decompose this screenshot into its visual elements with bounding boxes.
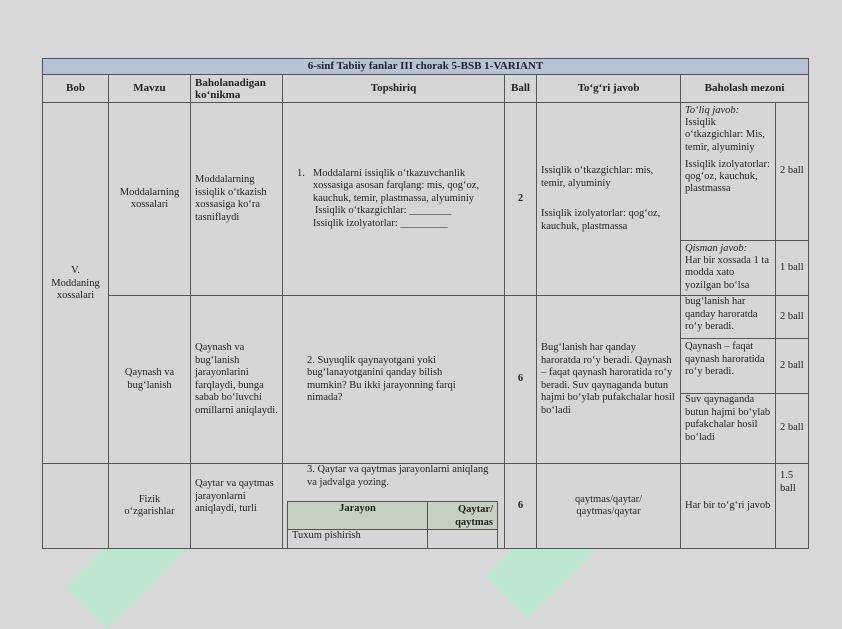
ball-cell xyxy=(504,102,537,296)
inner-cell: Tuxum pishirish xyxy=(287,529,428,549)
inner-cell xyxy=(427,529,498,549)
header-ball: Ball xyxy=(504,74,537,103)
answer-cell xyxy=(536,102,681,296)
task-cell xyxy=(282,295,505,464)
criteria-points xyxy=(775,393,809,464)
criteria-cell: Suv qaynaganda butun hajmi bo‘ylab pufakchalar hosil bo‘ladi xyxy=(680,393,776,464)
task-blank-2: Issiqlik izolyatorlar: _________ xyxy=(312,217,448,229)
task-text: 2. Suyuqlik qaynayotgani yoki bug‘lanayotganini qanday bilish mumkin? Bu ikki jarayonning farqi nimada? xyxy=(307,354,456,403)
criteria-text: Har bir to‘g‘ri javob xyxy=(685,499,771,511)
header-mezon: Baholash mezoni xyxy=(680,74,809,103)
mavzu-cell xyxy=(108,102,191,296)
points-text: 2 ball xyxy=(780,359,804,371)
points-text: 1 ball xyxy=(780,261,804,273)
ball-value: 6 xyxy=(517,499,524,511)
criteria-points xyxy=(775,295,809,339)
ball-cell xyxy=(504,295,537,464)
criteria-text: Har bir xossada 1 ta modda xato yozilgan bo‘lsa xyxy=(685,255,769,291)
criteria-text: Issiqlik izolyatorlar: qog‘oz, kauchuk, plastmassa xyxy=(685,158,770,195)
points-text: 2 ball xyxy=(780,422,804,434)
header-konikma: Baholanadigan ko‘nikma xyxy=(190,74,283,103)
ball-value: 6 xyxy=(517,373,524,385)
answer-cell xyxy=(536,463,681,549)
criteria-cell xyxy=(680,102,776,241)
criteria-points xyxy=(775,102,809,241)
task-number: 1. xyxy=(297,167,305,179)
points-text: 2 ball xyxy=(780,165,804,177)
criteria-text: Issiqlik o‘tkazgichlar: Mis, temir, alyuminiy xyxy=(685,117,765,153)
ball-value: 2 xyxy=(517,192,524,204)
mavzu-text: Fizik o‘zgarishlar xyxy=(124,493,175,517)
konikma-cell xyxy=(190,295,283,464)
konikma-cell xyxy=(190,102,283,296)
table-title: 6-sinf Tabiiy fanlar III chorak 5-BSB 1-VARIANT xyxy=(42,58,809,75)
inner-header-jarayon: Jarayon xyxy=(287,501,428,530)
header-javob: To‘g‘ri javob xyxy=(536,74,681,103)
criteria-label: To‘liq javob: xyxy=(685,105,740,116)
criteria-cell xyxy=(680,240,776,296)
criteria-cell: Qaynash – faqat qaynash haroratida ro‘y beradi. xyxy=(680,338,776,394)
bob-cell: V. Moddaning xossalari xyxy=(42,102,109,464)
task-blank-1: Issiqlik o‘tkazgichlar: ________ xyxy=(314,205,452,217)
points-text: 2 ball xyxy=(780,310,804,322)
header-mavzu: Mavzu xyxy=(108,74,191,103)
konikma-cell: Qaytar va qaytmas jarayonlarni aniqlaydi, turli xyxy=(190,463,283,549)
header-bob: Bob xyxy=(42,74,109,103)
task-cell xyxy=(282,102,505,296)
answer-text: qaytmas/qaytar/ qaytmas/qaytar xyxy=(574,493,643,517)
criteria-cell xyxy=(680,463,776,549)
ball-cell xyxy=(504,463,537,549)
answer-text-2: Issiqlik izolyatorlar: qog‘oz, kauchuk, plastmassa xyxy=(541,208,661,232)
criteria-points xyxy=(775,240,809,296)
mavzu-cell xyxy=(108,463,191,549)
konikma-text: Qaynash va bug‘lanish jarayonlarini farqlaydi, bunga sabab bo‘luvchi omillarni aniqlaydi. xyxy=(195,342,278,416)
header-topshiriq: Topshiriq xyxy=(282,74,505,103)
criteria-points: 1.5 ball xyxy=(775,463,809,549)
answer-text-1: Issiqlik o‘tkazgichlar: mis, temir, alyuminiy xyxy=(541,165,654,189)
criteria-cell: bug‘lanish har qanday haroratda ro‘y beradi. xyxy=(680,295,776,339)
answer-text: Bug‘lanish har qanday haroratda ro‘y beradi. Qaynash – faqat qaynash haroratida ro‘y beradi. Suv qaynaganda butun hajmi bo‘ylab pufakchalar hosil bo‘ladi xyxy=(541,342,675,416)
inner-header-qaytar: Qaytar/ qaytmas xyxy=(427,501,498,530)
mavzu-text: Qaynash va bug‘lanish xyxy=(124,367,175,391)
criteria-points xyxy=(775,338,809,394)
bob-cell-empty xyxy=(42,463,109,549)
answer-cell xyxy=(536,295,681,464)
mavzu-text: Moddalarning xossalari xyxy=(119,186,180,210)
criteria-label: Qisman javob: xyxy=(685,243,748,254)
mavzu-cell xyxy=(108,295,191,464)
task-text: Moddalarni issiqlik o‘tkazuvchanlik xossasiga asosan farqlang: mis, qog‘oz, kauchuk, temir, plastmassa, alyuminiy xyxy=(312,167,480,204)
task-text: 3. Qaytar va qaytmas jarayonlarni aniqlang va jadvalga yozing. xyxy=(307,464,489,488)
konikma-text: Moddalarning issiqlik o‘tkazish xossasiga ko‘ra tasniflaydi xyxy=(195,174,267,223)
